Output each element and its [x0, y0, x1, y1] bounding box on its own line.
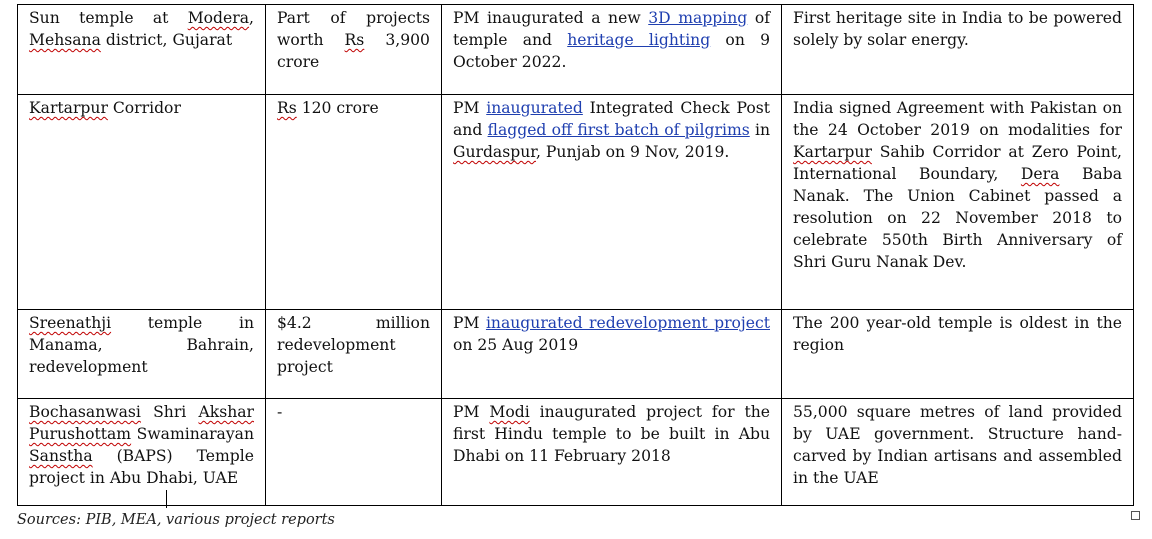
spellcheck-word[interactable]: Kartarpur — [29, 99, 108, 117]
hyperlink[interactable]: flagged off first batch of pilgrims — [487, 121, 750, 139]
source-note: Sources: PIB, MEA, various project reports — [17, 512, 335, 528]
table-row — [18, 5, 1134, 95]
spellcheck-word[interactable]: Sanstha — [29, 447, 93, 465]
hyperlink[interactable]: inaugurated — [486, 99, 583, 117]
cost-cell[interactable]: Part of projects worth Rs 3,900 crore — [266, 5, 442, 95]
hyperlink[interactable]: inaugurated redevelopment project — [485, 314, 770, 332]
action-cell[interactable]: PM inaugurated redevelopment project on 25 Aug 2019 — [442, 310, 782, 399]
remarks-cell[interactable]: India signed Agreement with Pakistan on the 24 October 2019 on modalities for Kartarpur Sahib Corridor at Zero Point, International Boundary, Dera Baba Nanak. The Union Cabinet passed a resolution on 22 November 2018 to celebrate 550th Birth Anniversary of Shri Guru Nanak Dev. — [782, 95, 1134, 310]
action-cell[interactable]: PM Modi inaugurated project for the first Hindu temple to be built in Abu Dhabi on 11 February 2018 — [442, 399, 782, 506]
cost-cell[interactable]: - — [266, 399, 442, 506]
table-row — [18, 310, 1134, 399]
cost-cell[interactable]: Rs 120 crore — [266, 95, 442, 310]
spellcheck-word[interactable]: Modera — [187, 9, 250, 27]
remarks-cell[interactable]: First heritage site in India to be powered solely by solar energy. — [782, 5, 1134, 95]
remarks-cell[interactable]: The 200 year-old temple is oldest in the region — [782, 310, 1134, 399]
spellcheck-word[interactable]: Kartarpur — [793, 143, 872, 161]
table-row — [18, 95, 1134, 310]
text-cursor — [166, 490, 167, 508]
spellcheck-word[interactable]: Rs — [344, 31, 365, 49]
spellcheck-word[interactable]: Modi — [489, 403, 530, 421]
project-cell[interactable]: Sreenathji temple in Manama, Bahrain, redevelopment — [18, 310, 266, 399]
project-cell[interactable]: Sun temple at Modera, Mehsana district, Gujarat — [18, 5, 266, 95]
remarks-cell[interactable]: 55,000 square metres of land provided by UAE government. Structure hand-carved by Indian artisans and assembled in the UAE — [782, 399, 1134, 506]
spellcheck-word[interactable]: Mehsana — [29, 31, 101, 49]
cost-cell[interactable]: $4.2 million redevelopment project — [266, 310, 442, 399]
table-resize-handle[interactable] — [1131, 511, 1140, 520]
project-cell[interactable]: Bochasanwasi Shri Akshar Purushottam Swaminarayan Sanstha (BAPS) Temple project in Abu Dhabi, UAE — [18, 399, 266, 506]
projects-table — [17, 4, 1134, 506]
spellcheck-word[interactable]: Akshar — [198, 403, 254, 421]
spellcheck-word[interactable]: Gurdaspur — [453, 143, 537, 161]
spellcheck-word[interactable]: Dera — [1020, 165, 1060, 183]
action-cell[interactable]: PM inaugurated Integrated Check Post and flagged off first batch of pilgrims in Gurdaspur, Punjab on 9 Nov, 2019. — [442, 95, 782, 310]
hyperlink[interactable]: 3D mapping — [648, 9, 748, 27]
spellcheck-word[interactable]: Bochasanwasi — [29, 403, 141, 421]
spellcheck-word[interactable]: Purushottam — [29, 425, 132, 443]
spellcheck-word[interactable]: Sreenathji — [29, 314, 112, 332]
table-row — [18, 399, 1134, 506]
action-cell[interactable]: PM inaugurated a new 3D mapping of temple and heritage lighting on 9 October 2022. — [442, 5, 782, 95]
project-cell[interactable]: Kartarpur Corridor — [18, 95, 266, 310]
hyperlink[interactable]: heritage lighting — [567, 31, 711, 49]
spellcheck-word[interactable]: Rs — [277, 99, 297, 117]
